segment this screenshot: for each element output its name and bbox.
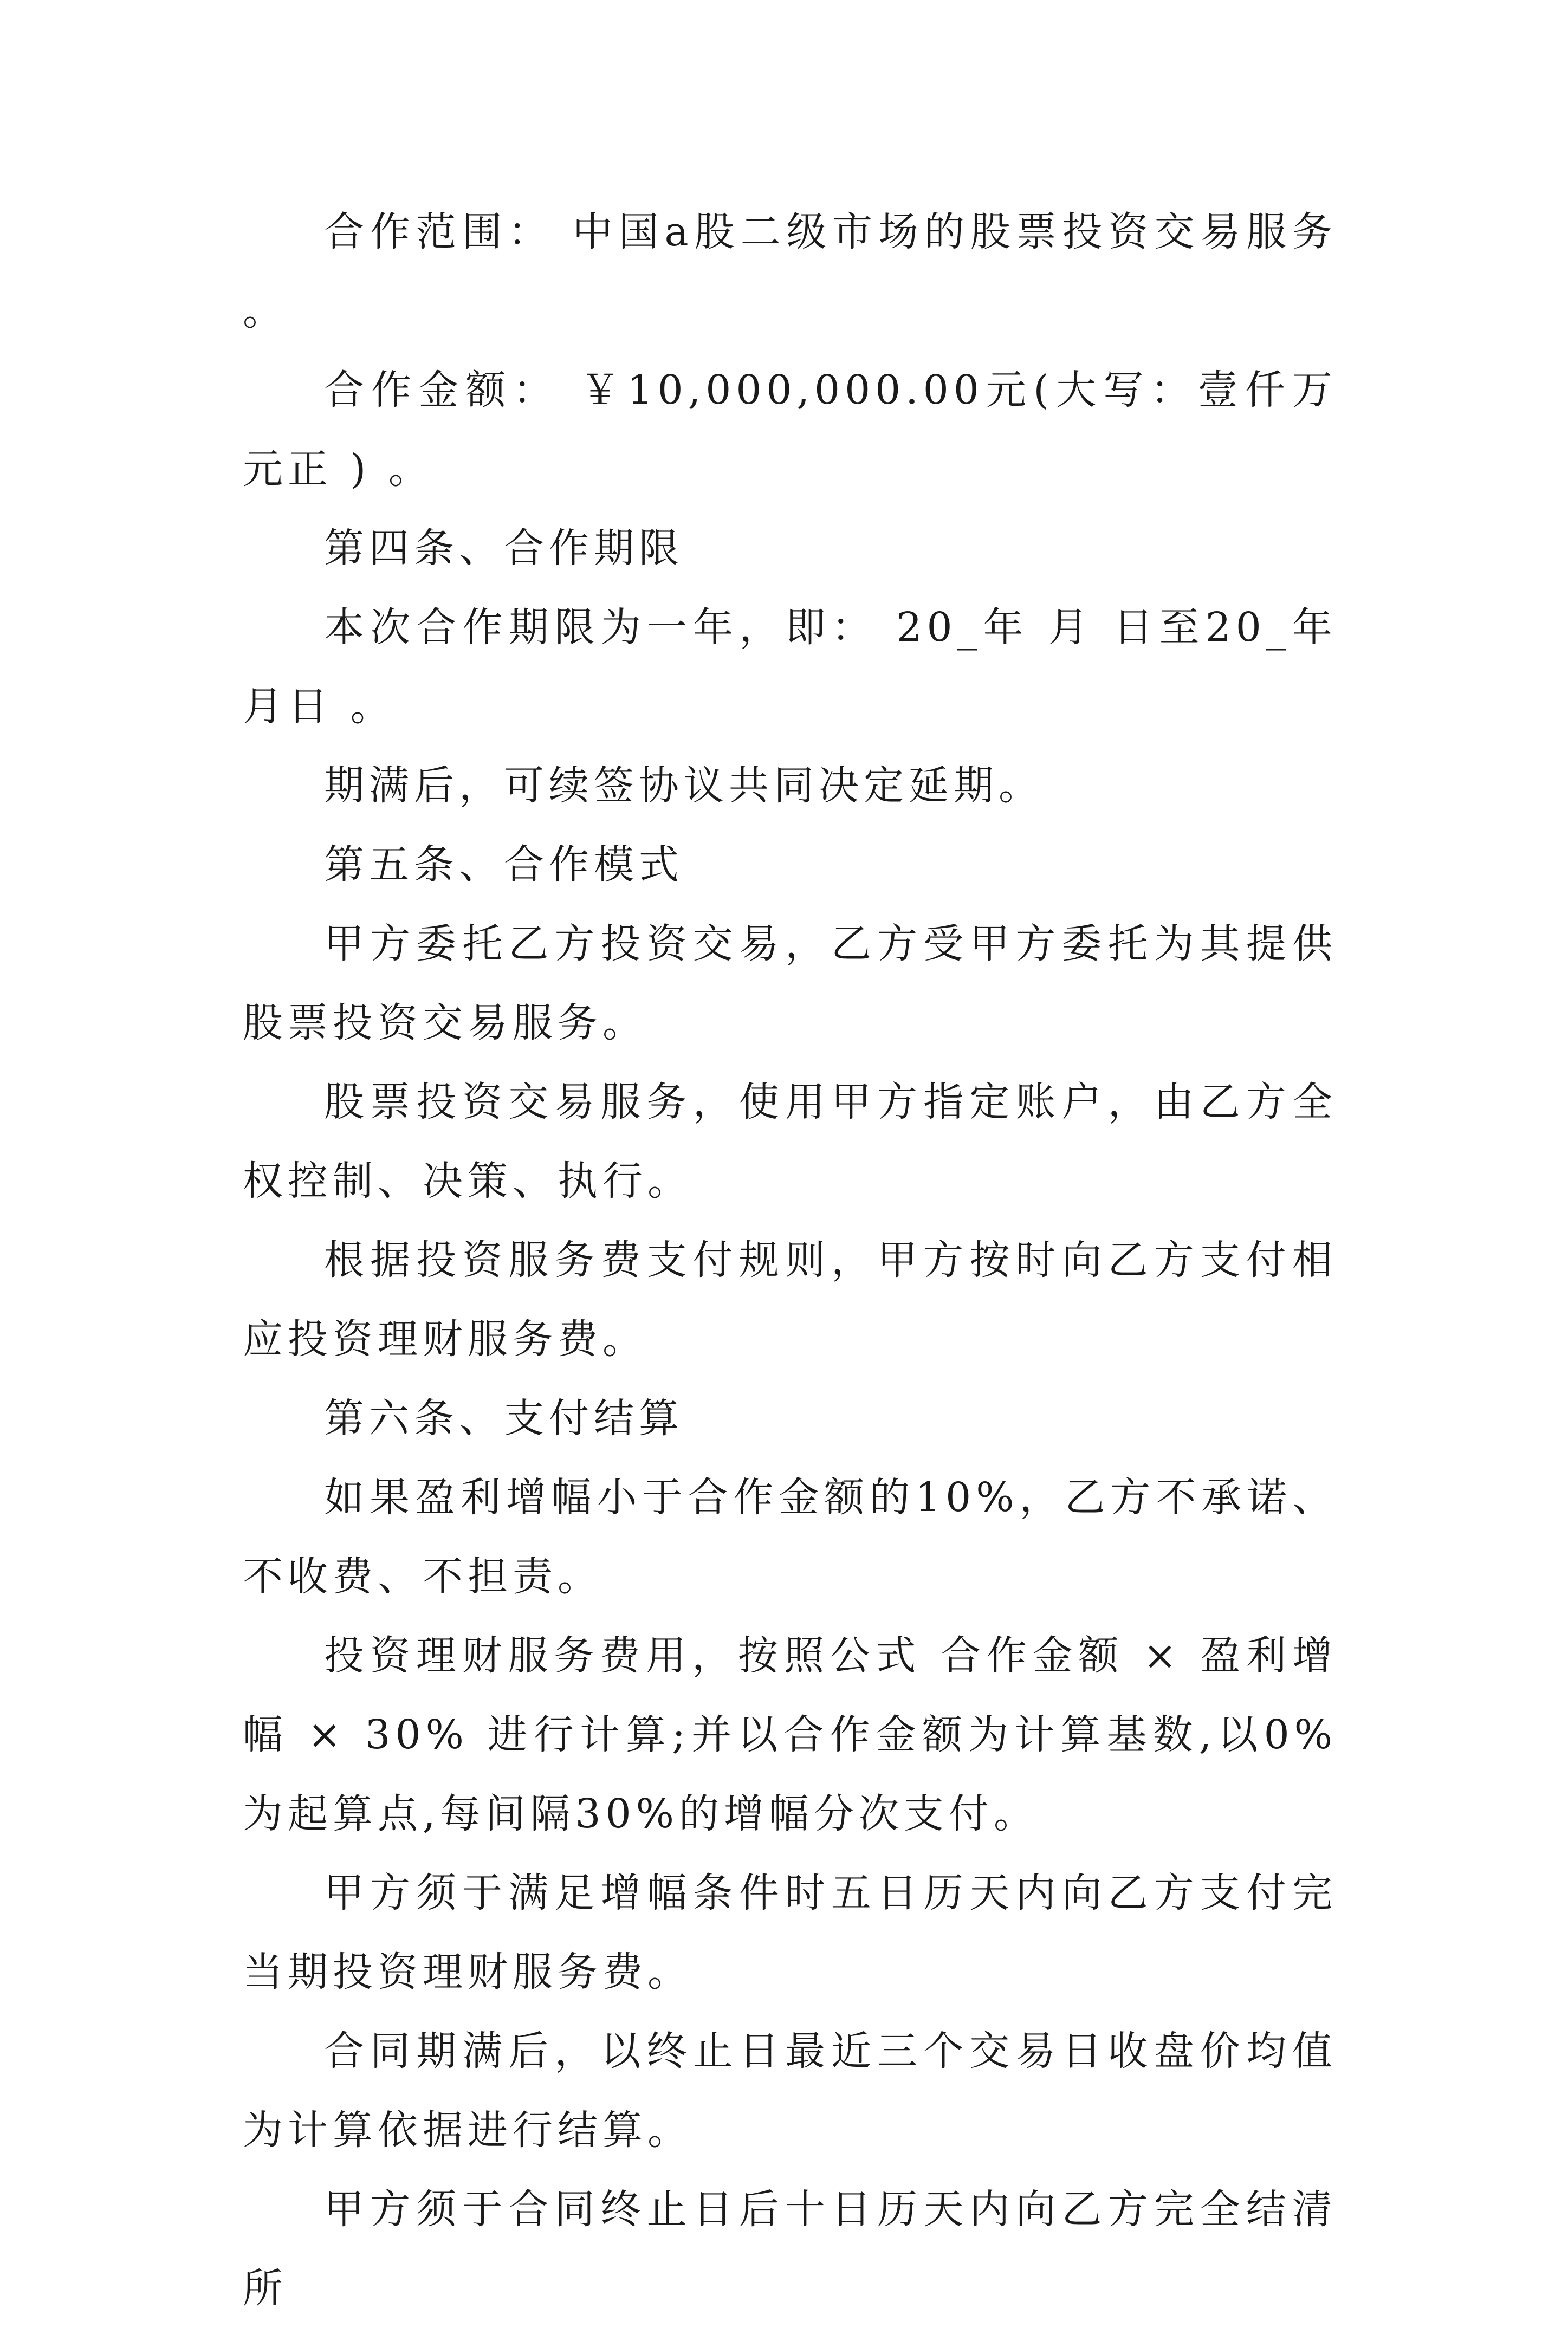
- paragraph-final-settlement: 甲方须于合同终止日后十日历天内向乙方完全结清所: [243, 2186, 1337, 2312]
- paragraph-cooperation-scope: 合作范围： 中国a股二级市场的股票投资交易服务 。: [243, 209, 1355, 334]
- paragraph-account-control: 股票投资交易服务，使用甲方指定账户，由乙方全权控制、决策、执行。: [243, 1079, 1337, 1204]
- document-page: [243, 192, 1355, 2328]
- paragraph-entrustment: 甲方委托乙方投资交易，乙方受甲方委托为其提供股票投资交易服务。: [243, 920, 1337, 1046]
- paragraph-profit-threshold: 如果盈利增幅小于合作金额的10%，乙方不承诺、不收费、不担责。: [243, 1474, 1337, 1600]
- section-heading-article-4: 第四条、合作期限: [324, 525, 684, 572]
- paragraph-settlement-basis: 合同期满后，以终止日最近三个交易日收盘价均值为计算依据进行结算。: [243, 2028, 1337, 2154]
- paragraph-service-fee-rule: 根据投资服务费支付规则，甲方按时向乙方支付相应投资理财服务费。: [243, 1237, 1337, 1363]
- section-heading-article-6: 第六条、支付结算: [324, 1395, 684, 1442]
- paragraph-term-renewal: 期满后，可续签协议共同决定延期。: [324, 762, 1044, 809]
- paragraph-cooperation-amount: 合作金额： ￥10,000,000.00元(大写：壹仟万元正 ) 。: [243, 367, 1337, 492]
- paragraph-term-period: 本次合作期限为一年，即： 20_年 月 日至20_年 月日 。: [243, 604, 1355, 730]
- section-heading-article-5: 第五条、合作模式: [324, 841, 684, 888]
- paragraph-payment-deadline: 甲方须于满足增幅条件时五日历天内向乙方支付完当期投资理财服务费。: [243, 1870, 1337, 1995]
- paragraph-fee-formula: 投资理财服务费用，按照公式 合作金额 × 盈利增幅 × 30% 进行计算;并以合作金额为计算基数,以0%为起算点,每间隔30%的增幅分次支付。: [243, 1632, 1337, 1837]
